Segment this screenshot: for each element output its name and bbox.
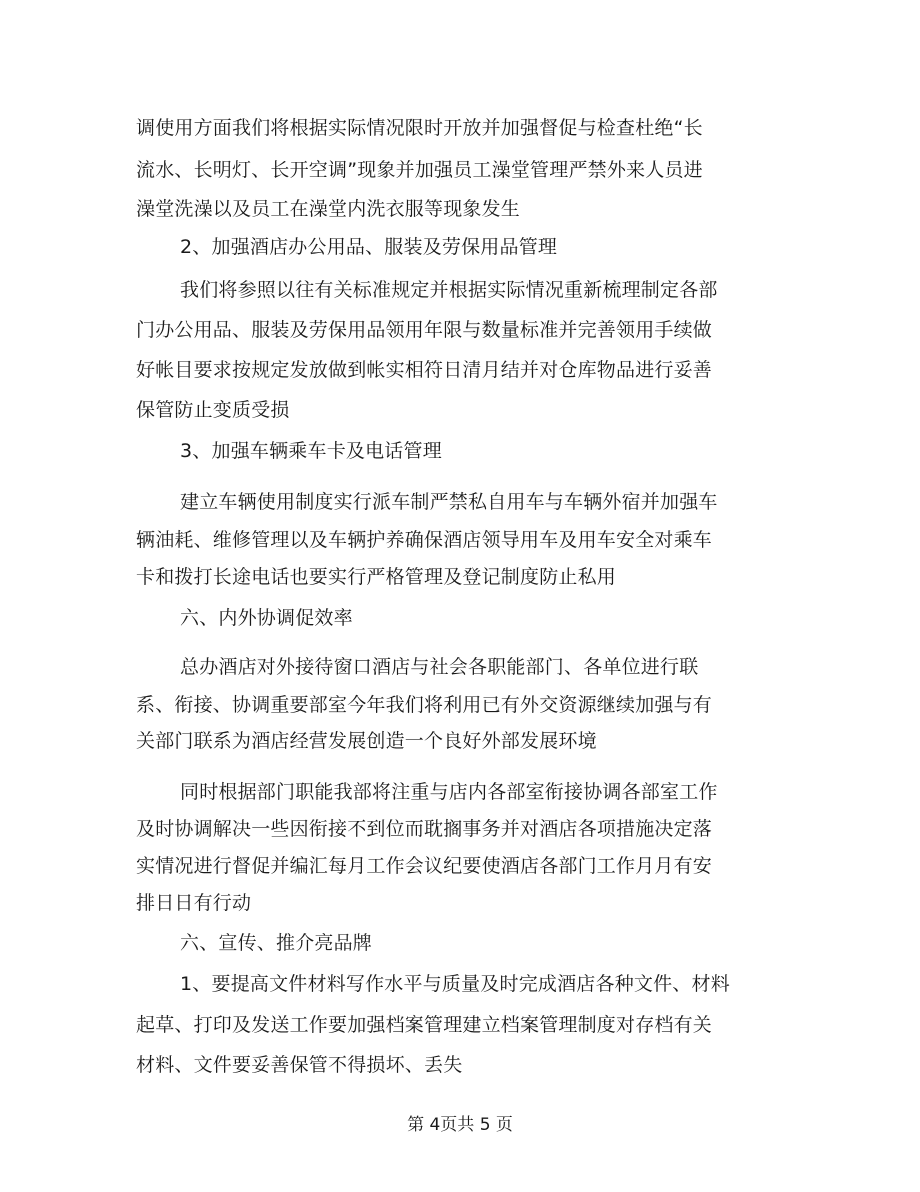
section-heading: 3、加强车辆乘车卡及电话管理 xyxy=(180,440,442,462)
text-line: 排日日有行动 xyxy=(136,892,252,914)
text-line: 起草、打印及发送工作要加强档案管理建立档案管理制度对存档有关 xyxy=(136,1014,713,1036)
text-line: 1、要提高文件材料写作水平与质量及时完成酒店各种文件、材料 xyxy=(180,973,730,995)
text-line: 卡和拨打长途电话也要实行严格管理及登记制度防止私用 xyxy=(136,566,617,588)
text-line: 好帐目要求按规定发放做到帐实相符日清月结并对仓库物品进行妥善 xyxy=(136,359,713,381)
text-line: 建立车辆使用制度实行派车制严禁私自用车与车辆外宿并加强车 xyxy=(180,491,718,513)
text-line: 保管防止变质受损 xyxy=(136,399,290,421)
text-line: 同时根据部门职能我部将注重与店内各部室衔接协调各部室工作 xyxy=(180,781,718,803)
text-line: 流水、长明灯、长开空调”现象并加强员工澡堂管理严禁外来人员进 xyxy=(136,159,703,181)
text-line: 辆油耗、维修管理以及车辆护养确保酒店领导用车及用车安全对乘车 xyxy=(136,529,713,551)
section-heading: 六、宣传、推介亮品牌 xyxy=(180,932,373,954)
text-line: 澡堂洗澡以及员工在澡堂内洗衣服等现象发生 xyxy=(136,198,521,220)
section-heading: 2、加强酒店办公用品、服装及劳保用品管理 xyxy=(180,236,558,258)
text-line: 我们将参照以往有关标准规定并根据实际情况重新梳理制定各部 xyxy=(180,279,718,301)
text-line: 门办公用品、服装及劳保用品领用年限与数量标准并完善领用手续做 xyxy=(136,319,713,341)
text-line: 实情况进行督促并编汇每月工作会议纪要使酒店各部门工作月月有安 xyxy=(136,855,713,877)
text-line: 调使用方面我们将根据实际情况限时开放并加强督促与检查杜绝“长 xyxy=(136,117,703,139)
text-line: 关部门联系为酒店经营发展创造一个良好外部发展环境 xyxy=(136,730,597,752)
text-line: 总办酒店对外接待窗口酒店与社会各职能部门、各单位进行联 xyxy=(180,656,699,678)
text-line: 系、衔接、协调重要部室今年我们将利用已有外交资源继续加强与有 xyxy=(136,694,713,716)
text-line: 材料、文件要妥善保管不得损坏、丢失 xyxy=(136,1054,463,1076)
text-line: 及时协调解决一些因衔接不到位而耽搁事务并对酒店各项措施决定落 xyxy=(136,818,713,840)
section-heading: 六、内外协调促效率 xyxy=(180,607,353,629)
page-number: 第 4页共 5 页 xyxy=(407,1115,513,1135)
